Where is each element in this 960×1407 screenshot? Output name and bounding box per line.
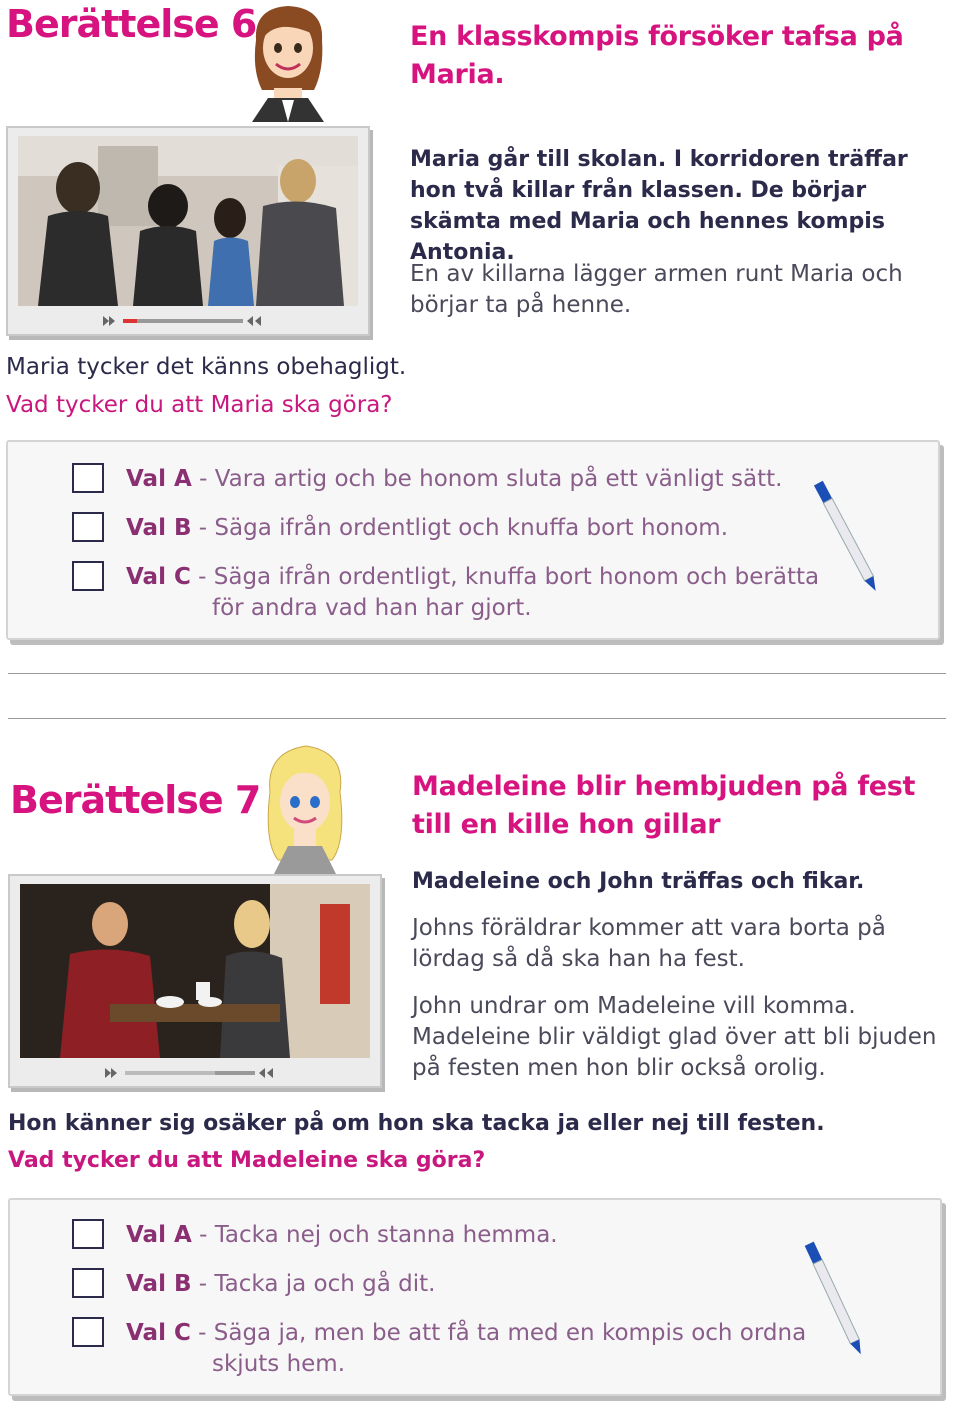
- story7-paragraph-2: Johns föräldrar kommer att vara borta på lördag så då ska han ha fest.: [412, 915, 886, 972]
- story7-option-b: Val B - Tacka ja och gå dit.: [126, 1271, 436, 1297]
- story7-video[interactable]: [8, 874, 382, 1088]
- pen-icon: [800, 1234, 870, 1364]
- option-label: Val A: [126, 1222, 192, 1248]
- story6-question: Vad tycker du att Maria ska göra?: [6, 392, 393, 418]
- option-text-2: skjuts hem.: [212, 1351, 346, 1377]
- story6-option-c-continued: [212, 593, 532, 624]
- story6-subtitle: En klasskompis försöker tafsa på Maria.: [410, 21, 904, 90]
- story6-paragraph-2: En av killarna lägger armen runt Maria och börjar ta på henne.: [410, 261, 903, 318]
- story6-option-b-checkbox[interactable]: [72, 512, 104, 542]
- story6-video[interactable]: [6, 126, 370, 336]
- story6-option-b: Val B - Säga ifrån ordentligt och knuffa bort honom.: [126, 515, 729, 541]
- story7-option-c: Val C - Säga ja, men be att få ta med en kompis och ordna: [126, 1320, 807, 1346]
- video-controls[interactable]: [103, 313, 273, 327]
- divider: [8, 718, 946, 719]
- blonde-girl-avatar-icon: [256, 742, 354, 874]
- story6-option-a-checkbox[interactable]: [72, 463, 104, 493]
- story7-question: Vad tycker du att Madeleine ska göra?: [8, 1148, 486, 1173]
- girl-avatar-icon: [238, 0, 338, 122]
- story6-video-frame: [18, 136, 358, 306]
- option-label: Val C: [126, 1320, 191, 1346]
- video-controls[interactable]: [105, 1065, 285, 1079]
- option-text: Tacka nej och stanna hemma.: [214, 1222, 558, 1248]
- story6-title: Berättelse 6: [6, 2, 257, 46]
- option-label: Val B: [126, 1271, 192, 1297]
- option-text: Säga ifrån ordentligt, knuffa bort honom och berätta: [213, 564, 820, 590]
- story7-option-b-checkbox[interactable]: [72, 1268, 104, 1298]
- option-text: Säga ja, men be att få ta med en kompis och ordna: [213, 1320, 807, 1346]
- option-label: Val A: [126, 466, 192, 492]
- story7-feeling: Hon känner sig osäker på om hon ska tacka ja eller nej till festen.: [8, 1111, 825, 1136]
- story7-option-a: Val A - Tacka nej och stanna hemma.: [126, 1222, 558, 1248]
- option-label: Val B: [126, 515, 192, 541]
- story7-option-a-checkbox[interactable]: [72, 1219, 104, 1249]
- story6-paragraph-1: Maria går till skolan. I korridoren träffar hon två killar från klassen. De börjar skämta med Maria och hennes kompis Antonia.: [410, 147, 908, 265]
- story6-feeling: Maria tycker det känns obehagligt.: [6, 354, 407, 380]
- story7-option-c-checkbox[interactable]: [72, 1317, 104, 1347]
- story7-paragraph-1: Madeleine och John träffas och fikar.: [412, 869, 865, 894]
- option-text-2: för andra vad han har gjort.: [212, 595, 532, 621]
- story7-title: Berättelse 7: [10, 778, 261, 822]
- story6-option-c-checkbox[interactable]: [72, 561, 104, 591]
- option-text: Tacka ja och gå dit.: [214, 1271, 436, 1297]
- story7-option-c-continued: [212, 1349, 345, 1380]
- story7-subtitle: Madeleine blir hembjuden på fest till en kille hon gillar: [412, 771, 916, 840]
- pen-icon: [812, 472, 882, 602]
- story6-option-c: Val C - Säga ifrån ordentligt, knuffa bort honom och berätta: [126, 564, 820, 590]
- story7-paragraph-3: John undrar om Madeleine vill komma. Madeleine blir väldigt glad över att bli bjuden på festen men hon blir också orolig.: [412, 993, 937, 1081]
- divider: [8, 673, 946, 674]
- story6-option-a: Val A - Vara artig och be honom sluta på ett vänligt sätt.: [126, 466, 783, 492]
- story7-video-frame: [20, 884, 370, 1058]
- option-label: Val C: [126, 564, 191, 590]
- option-text: Säga ifrån ordentligt och knuffa bort honom.: [214, 515, 729, 541]
- option-text: Vara artig och be honom sluta på ett vänligt sätt.: [214, 466, 783, 492]
